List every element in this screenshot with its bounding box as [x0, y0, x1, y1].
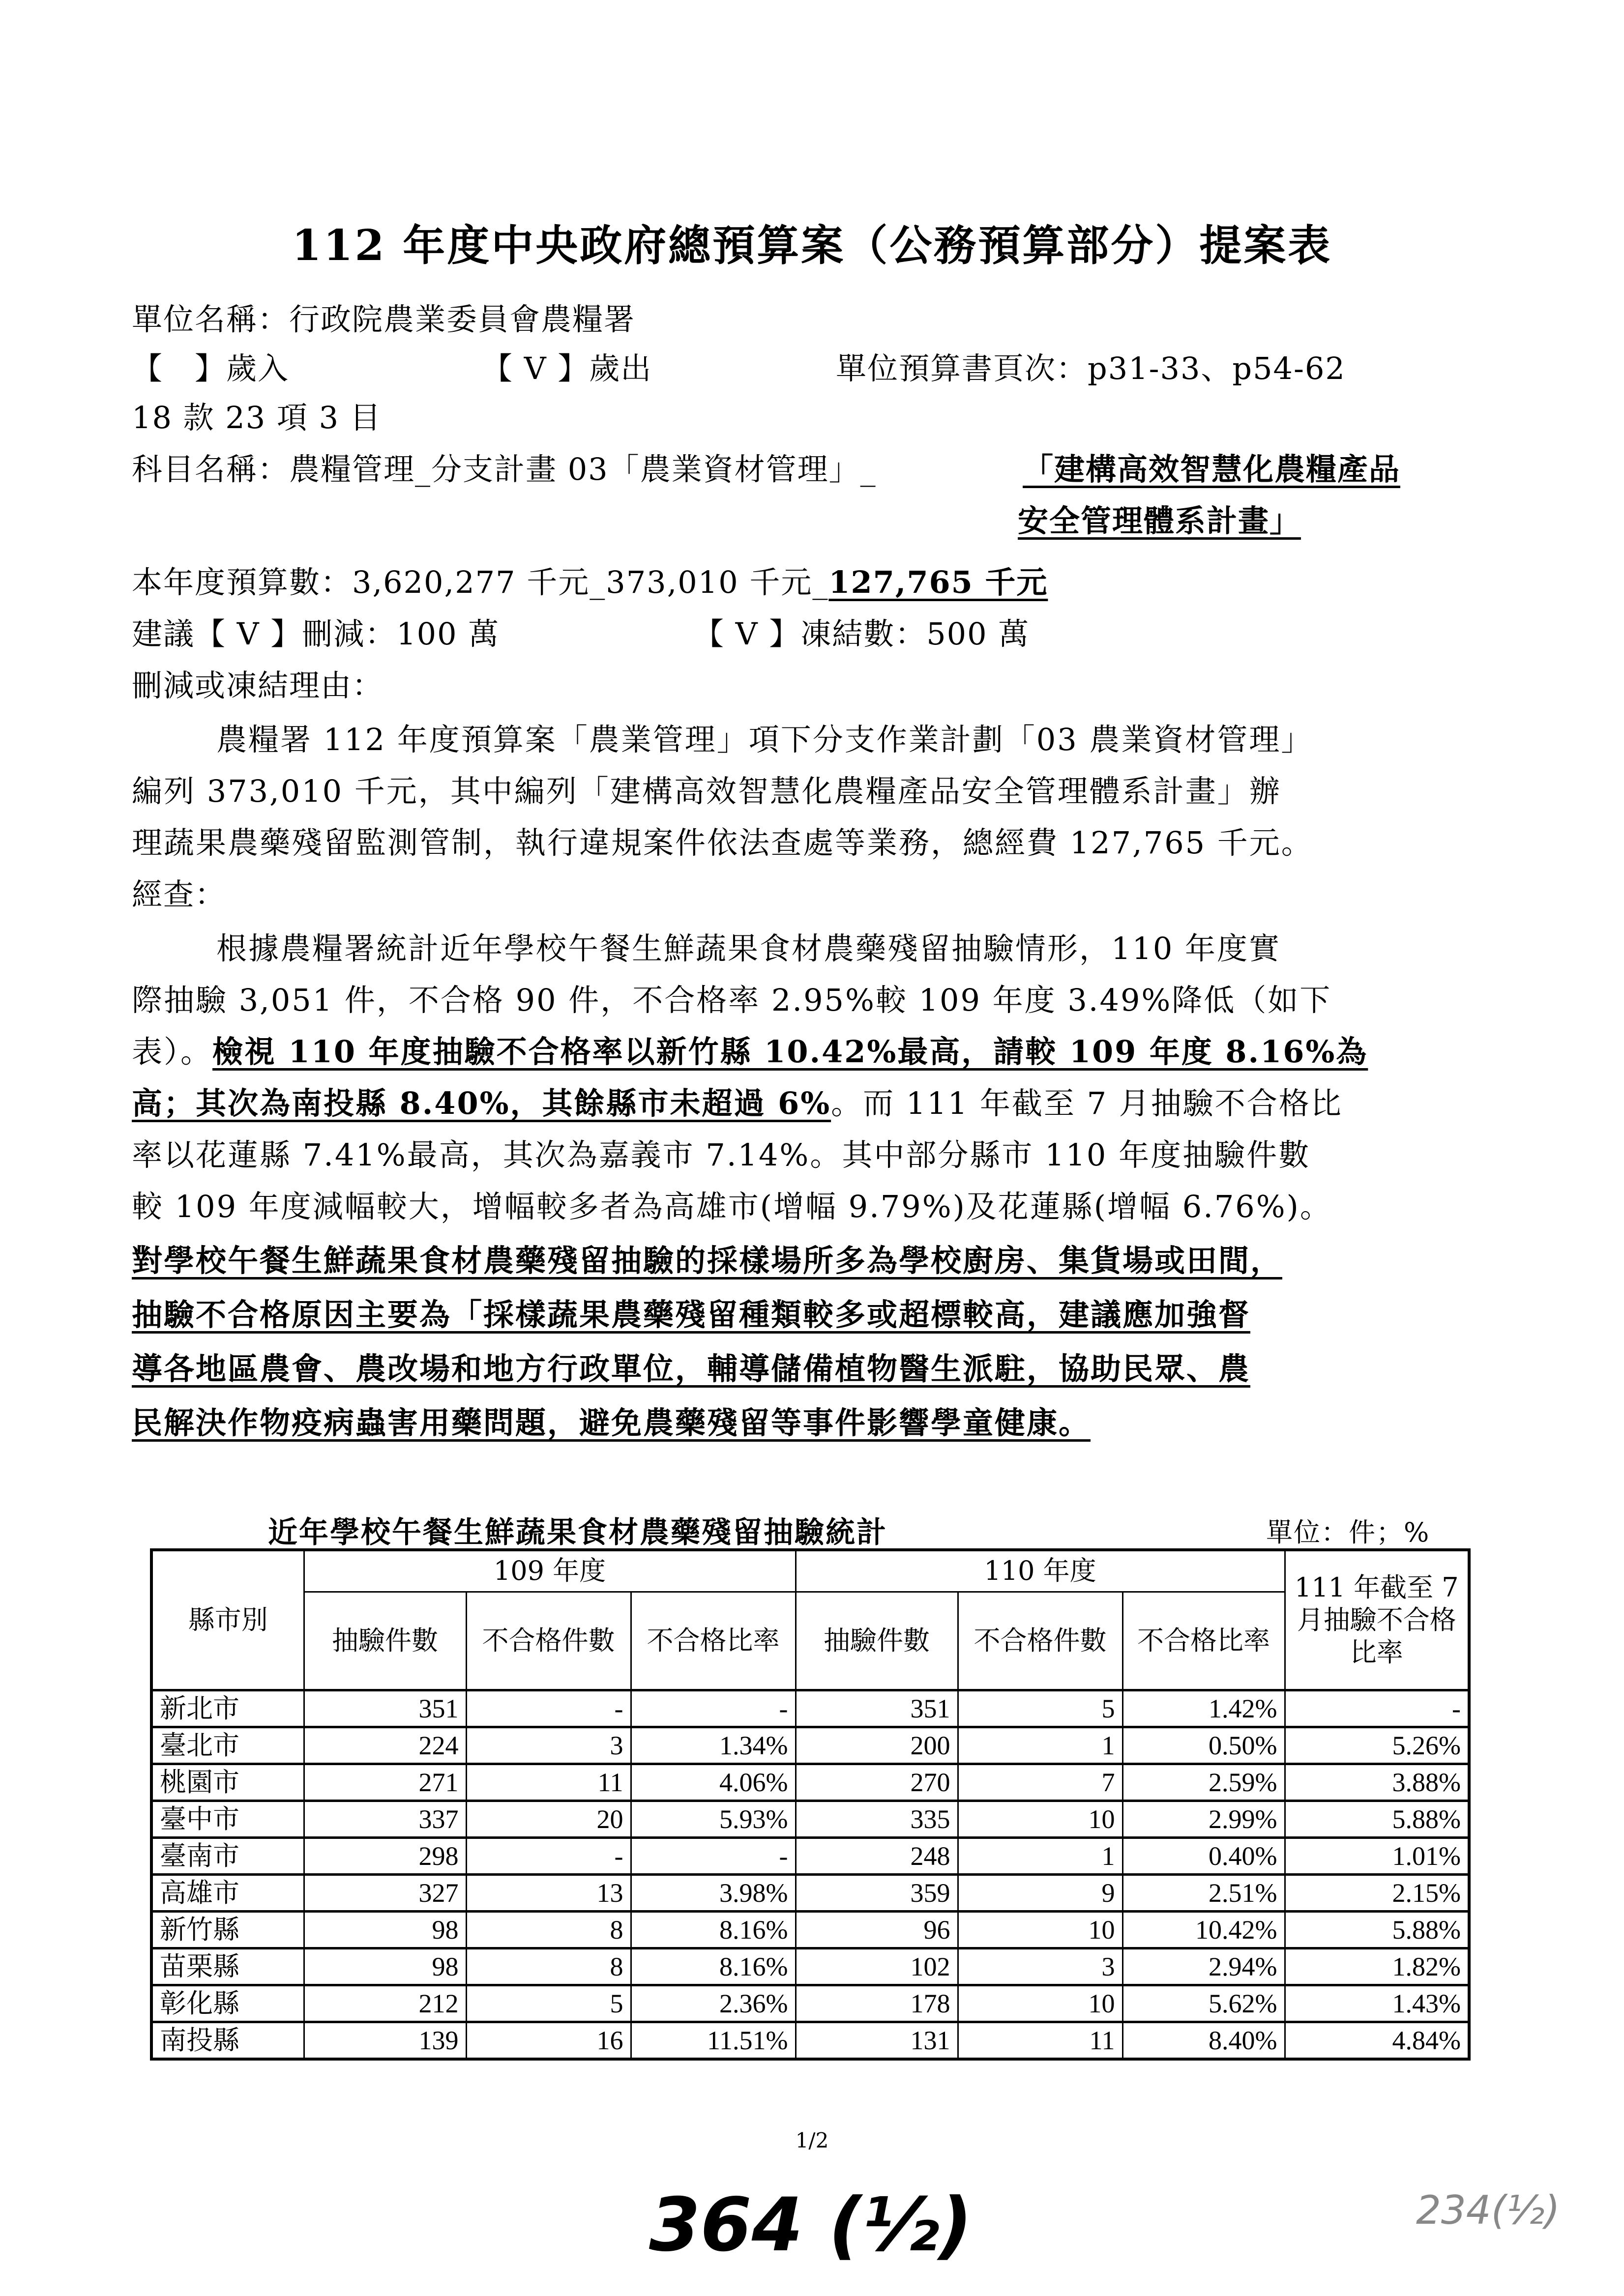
cell-f110: 7: [958, 1764, 1122, 1801]
table-row: [151, 1837, 1469, 1874]
cell-f110: 10: [958, 1801, 1122, 1837]
proposal-cut: 建議【 V 】刪減：100 萬: [132, 616, 500, 652]
cell-f110: 1: [958, 1727, 1122, 1764]
subject-prefix: 科目名稱：農糧管理_分支計畫 03「農業資材管理」_: [132, 451, 877, 487]
cell-region: 南投縣: [151, 2022, 304, 2059]
handwritten-page-number: 364 (½): [649, 2182, 973, 2268]
cell-r110: 0.50%: [1122, 1727, 1285, 1764]
cell-r109: 1.34%: [631, 1727, 796, 1764]
paragraph1-line3: 理蔬果農藥殘留監測管制，執行違規案件依法查處等業務，總經費 127,765 千元。: [132, 825, 1313, 861]
cell-r111: 3.88%: [1285, 1764, 1469, 1801]
cell-s110: 200: [796, 1727, 958, 1764]
header-sampled-110: 抽驗件數: [796, 1592, 958, 1690]
cell-s110: 270: [796, 1764, 958, 1801]
cell-s110: 96: [796, 1911, 958, 1948]
cell-s110: 248: [796, 1837, 958, 1874]
cell-f110: 11: [958, 2022, 1122, 2059]
handwritten-side-note: 234(½): [1416, 2187, 1560, 2233]
cell-r111: 1.82%: [1285, 1948, 1469, 1985]
cell-s110: 335: [796, 1801, 958, 1837]
cell-region: 桃園市: [151, 1764, 304, 1801]
cell-region: 臺中市: [151, 1801, 304, 1837]
cell-f109: 13: [466, 1874, 631, 1911]
cell-s110: 131: [796, 2022, 958, 2059]
subject-plan-line2: 安全管理體系計畫」: [1018, 503, 1301, 539]
cell-r109: -: [631, 1837, 796, 1874]
cell-s110: 102: [796, 1948, 958, 1985]
cell-f109: -: [466, 1837, 631, 1874]
table-row: [151, 1948, 1469, 1985]
header-region: 縣市別: [151, 1550, 304, 1690]
paragraph2-line1: 根據農糧署統計近年學校午餐生鮮蔬果食材農藥殘留抽驗情形，110 年度實: [216, 930, 1281, 966]
cell-r109: 5.93%: [631, 1801, 796, 1837]
review-label: 經查：: [132, 876, 227, 912]
paragraph2-line3: [132, 1027, 1368, 1071]
cell-r111: -: [1285, 1690, 1469, 1727]
cell-s110: 178: [796, 1985, 958, 2022]
cell-s109: 224: [304, 1727, 466, 1764]
cell-s109: 327: [304, 1874, 466, 1911]
table-row: [151, 1985, 1469, 2022]
paragraph2-line7: 對學校午餐生鮮蔬果食材農藥殘留抽驗的採樣場所多為學校廚房、集貨場或田間，: [132, 1243, 1283, 1279]
page-number: 1/2: [795, 2128, 829, 2152]
cell-r109: 8.16%: [631, 1911, 796, 1948]
paragraph1-line2: 編列 373,010 千元，其中編列「建構高效智慧化農糧產品安全管理體系計畫」辦: [132, 773, 1281, 809]
cell-r110: 2.94%: [1122, 1948, 1285, 1985]
paragraph2-line4-highlight: 高；其次為南投縣 8.40%，其餘縣市未超過 6%: [132, 1085, 831, 1121]
cell-f110: 9: [958, 1874, 1122, 1911]
cell-s109: 139: [304, 2022, 466, 2059]
header-rate-109: 不合格比率: [631, 1592, 796, 1690]
table-row: [151, 2022, 1469, 2059]
cell-f110: 5: [958, 1690, 1122, 1727]
paragraph2-line10: 民解決作物疫病蟲害用藥問題，避免農藥殘留等事件影響學童健康。: [132, 1405, 1091, 1441]
cell-r111: 4.84%: [1285, 2022, 1469, 2059]
header-year-110: 110 年度: [796, 1550, 1285, 1592]
table-row: [151, 1801, 1469, 1837]
cell-s109: 98: [304, 1948, 466, 1985]
cell-f110: 3: [958, 1948, 1122, 1985]
cell-r110: 10.42%: [1122, 1911, 1285, 1948]
cell-f109: 3: [466, 1727, 631, 1764]
revenue-checkbox: 【 】歲入: [132, 350, 290, 386]
cell-f110: 1: [958, 1837, 1122, 1874]
cell-region: 新北市: [151, 1690, 304, 1727]
expenditure-checkbox: 【 V 】歲出: [482, 350, 652, 386]
cell-r110: 1.42%: [1122, 1690, 1285, 1727]
cell-r109: -: [631, 1690, 796, 1727]
cell-r109: 4.06%: [631, 1764, 796, 1801]
cell-s110: 351: [796, 1690, 958, 1727]
cell-r109: 8.16%: [631, 1948, 796, 1985]
budget-highlight: 127,765 千元: [828, 564, 1048, 600]
cell-f109: 5: [466, 1985, 631, 2022]
cell-f110: 10: [958, 1985, 1122, 2022]
cell-r109: 11.51%: [631, 2022, 796, 2059]
cell-s109: 212: [304, 1985, 466, 2022]
paragraph1-line1: 農糧署 112 年度預算案「農業管理」項下分支作業計劃「03 農業資材管理」: [216, 722, 1313, 757]
table-row: [151, 1690, 1469, 1727]
table-row: [151, 1911, 1469, 1948]
paragraph2-line5: 率以花蓮縣 7.41%最高，其次為嘉義市 7.14%。其中部分縣市 110 年度抽驗件數: [132, 1137, 1311, 1173]
cell-s109: 298: [304, 1837, 466, 1874]
paragraph2-line6: 較 109 年度減幅較大，增幅較多者為高雄市(增幅 9.79%)及花蓮縣(增幅 6.76%)。: [132, 1189, 1332, 1224]
cell-region: 高雄市: [151, 1874, 304, 1911]
cell-r110: 5.62%: [1122, 1985, 1285, 2022]
cell-r111: 1.01%: [1285, 1837, 1469, 1874]
paragraph2-line9: 導各地區農會、農改場和地方行政單位，輔導儲備植物醫生派駐，協助民眾、農: [132, 1351, 1251, 1387]
page-title: 112 年度中央政府總預算案（公務預算部分）提案表: [292, 221, 1332, 270]
cell-region: 苗栗縣: [151, 1948, 304, 1985]
unit-name: 單位名稱：行政院農業委員會農糧署: [132, 301, 636, 337]
subject-plan-line1: 「建構高效智慧化農糧產品: [1023, 451, 1401, 487]
header-rate-110: 不合格比率: [1122, 1592, 1285, 1690]
cell-r110: 2.59%: [1122, 1764, 1285, 1801]
paragraph2-line3-highlight: 檢視 110 年度抽驗不合格率以新竹縣 10.42%最高，請較 109 年度 8.16%為: [212, 1034, 1368, 1070]
cell-r109: 3.98%: [631, 1874, 796, 1911]
cell-s109: 271: [304, 1764, 466, 1801]
cell-s109: 351: [304, 1690, 466, 1727]
cell-r110: 2.51%: [1122, 1874, 1285, 1911]
header-failed-109: 不合格件數: [466, 1592, 631, 1690]
cell-r111: 1.43%: [1285, 1985, 1469, 2022]
cell-f109: 8: [466, 1948, 631, 1985]
paragraph2-line4-plain: 。而 111 年截至 7 月抽驗不合格比: [831, 1085, 1343, 1121]
statistics-table: [150, 1548, 1471, 2061]
item-code: 18 款 23 項 3 目: [132, 400, 382, 436]
reason-label: 刪減或凍結理由：: [132, 668, 384, 703]
cell-region: 新竹縣: [151, 1911, 304, 1948]
paragraph2-line3-plain: 表）。: [132, 1034, 213, 1070]
paragraph2-line4: [132, 1079, 1343, 1123]
table-row: [151, 1874, 1469, 1911]
cell-r111: 5.26%: [1285, 1727, 1469, 1764]
cell-f110: 10: [958, 1911, 1122, 1948]
budget-prefix: 本年度預算數：3,620,277 千元_373,010 千元_: [132, 564, 829, 600]
cell-s110: 359: [796, 1874, 958, 1911]
cell-f109: 11: [466, 1764, 631, 1801]
cell-s109: 337: [304, 1801, 466, 1837]
table-row: [151, 1727, 1469, 1764]
cell-s109: 98: [304, 1911, 466, 1948]
cell-region: 臺北市: [151, 1727, 304, 1764]
budget-pages: 單位預算書頁次：p31-33、p54-62: [836, 350, 1346, 386]
header-year-109: 109 年度: [304, 1550, 796, 1592]
cell-r110: 8.40%: [1122, 2022, 1285, 2059]
paragraph2-line8: 抽驗不合格原因主要為「採樣蔬果農藥殘留種類較多或超標較高，建議應加強督: [132, 1297, 1251, 1333]
budget-amount: [132, 558, 1048, 602]
cell-f109: -: [466, 1690, 631, 1727]
table-title: 近年學校午餐生鮮蔬果食材農藥殘留抽驗統計: [268, 1515, 887, 1550]
header-failed-110: 不合格件數: [958, 1592, 1122, 1690]
cell-region: 臺南市: [151, 1837, 304, 1874]
cell-f109: 20: [466, 1801, 631, 1837]
cell-f109: 8: [466, 1911, 631, 1948]
table-row: [151, 1764, 1469, 1801]
cell-r111: 5.88%: [1285, 1911, 1469, 1948]
cell-r110: 0.40%: [1122, 1837, 1285, 1874]
header-year-111: 111 年截至 7 月抽驗不合格比率: [1285, 1550, 1469, 1690]
cell-r111: 2.15%: [1285, 1874, 1469, 1911]
cell-region: 彰化縣: [151, 1985, 304, 2022]
cell-r110: 2.99%: [1122, 1801, 1285, 1837]
paragraph2-line2: 際抽驗 3,051 件，不合格 90 件，不合格率 2.95%較 109 年度 3.49%降低（如下: [132, 982, 1332, 1018]
table-unit: 單位：件；%: [1266, 1517, 1430, 1548]
cell-r111: 5.88%: [1285, 1801, 1469, 1837]
cell-r109: 2.36%: [631, 1985, 796, 2022]
proposal-freeze: 【 V 】凍結數：500 萬: [693, 616, 1030, 652]
header-sampled-109: 抽驗件數: [304, 1592, 466, 1690]
cell-f109: 16: [466, 2022, 631, 2059]
